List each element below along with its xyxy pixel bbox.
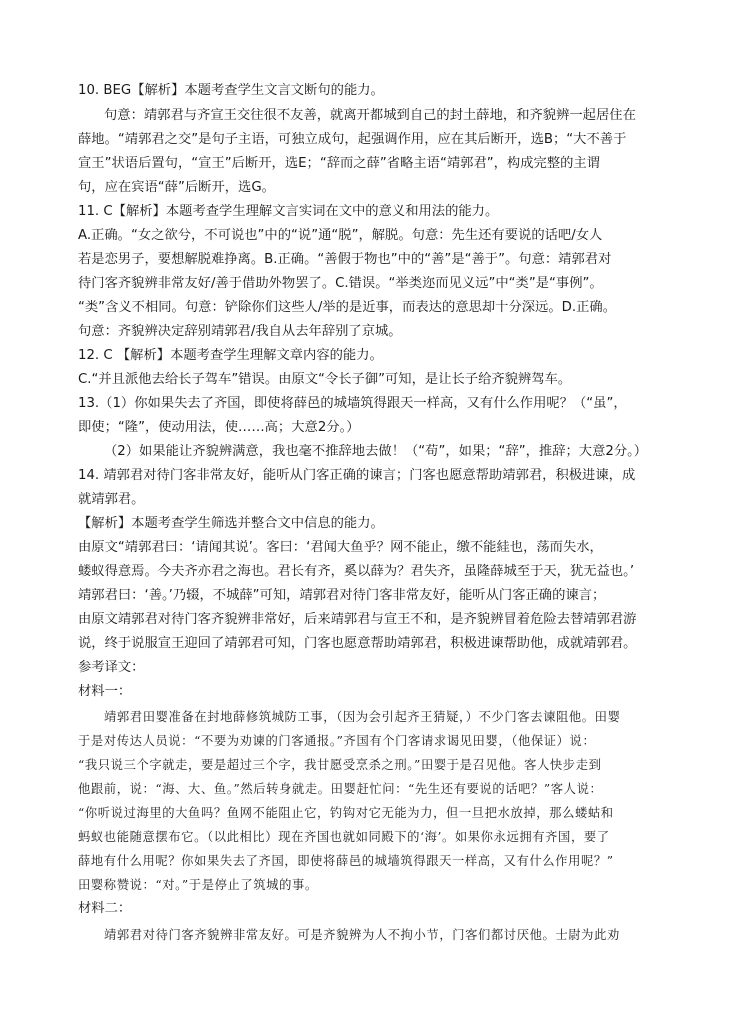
q14-answer-line: 就靖郭君。	[78, 492, 145, 507]
q12-header: 12. C 【解析】本题考查学生理解文章内容的能力。	[78, 348, 383, 363]
q11-explanation-line: A.正确。“女之欲兮，不可说也”中的“说”通“脱”，解脱。句意：先生还有要说的话吧/女人	[78, 228, 603, 243]
q14-analysis-header: 【解析】本题考查学生筛选并整合文中信息的能力。	[78, 516, 384, 531]
q12-explanation-line: C.“并且派他去给长子驾车”错误。由原文“令长子御”可知，是让长子给齐貌辨驾车。	[78, 372, 572, 387]
material-two-header: 材料二：	[78, 901, 132, 916]
q13-answer-line: （2）如果能让齐貌辨满意，我也毫不推辞地去做！（“苟”，如果；“辞”，推辞；大意2分。）	[104, 444, 648, 459]
q10-explanation-line: 句，应在宾语“薛”后断开，选G。	[78, 180, 275, 195]
translation-line: 靖郭君田婴准备在封地薛修筑城防工事，（因为会引起齐王猜疑，）不少门客去谏阻他。田婴	[104, 710, 621, 724]
q10-explanation-line: 句意：靖郭君与齐宣王交往很不友善，就离开都城到自己的封土薛地，和齐貌辨一起居住在	[104, 108, 636, 123]
material-one-header: 材料一：	[78, 684, 132, 699]
q14-analysis-line: 由原文“靖郭君曰：‘请闻其说’。客曰：‘君闻大鱼乎？网不能止，缴不能絓也，荡而失水，	[78, 540, 603, 555]
q11-explanation-line: 待门客齐貌辨非常友好/善于借助外物罢了。C.错误。“举类迩而见义远”中“类”是“事例”。	[78, 276, 603, 291]
translation-line: 靖郭君对待门客齐貌辨非常友好。可是齐貌辨为人不拘小节，门客们都讨厌他。士尉为此劝	[104, 928, 620, 942]
translation-header: 参考译文：	[78, 660, 145, 675]
q11-explanation-line: “类”含义不相同。句意：铲除你们这些人/举的是近事，而表达的意思却十分深远。D.正确。	[78, 300, 617, 315]
q13-answer-line: 即使；“隆”，使动用法，使……高；大意2分。）	[78, 420, 360, 435]
q11-explanation-line: 若是恋男子，要想解脱难挣离。B.正确。“善假于物也”中的“善”是“善于”。句意：靖郭君对	[78, 252, 612, 267]
q14-analysis-line: 靖郭君曰：‘善。’乃辍，不城薛”可知，靖郭君对待门客非常友好，能听从门客正确的谏言；	[78, 588, 606, 603]
translation-line: “我只说三个字就走，要是超过三个字，我甘愿受烹杀之刑。”田婴于是召见他。客人快步走到	[78, 758, 602, 772]
q14-analysis-line: 说，终于说服宣王迎回了靖郭君可知，门客也愿意帮助靖郭君，积极进谏帮助他，成就靖郭君。	[78, 636, 637, 651]
translation-line: 田婴称赞说：“对。”于是停止了筑城的事。	[78, 878, 318, 892]
q11-explanation-line: 句意：齐貌辨决定辞别靖郭君/我自从去年辞别了京城。	[78, 324, 402, 339]
q11-header: 11. C【解析】本题考查学生理解文言实词在文中的意义和用法的能力。	[78, 204, 499, 219]
translation-line: 他跟前，说：“海、大、鱼。”然后转身就走。田婴赶忙问：“先生还有要说的话吧？”客人说：	[78, 782, 603, 796]
translation-line: 蚂蚁也能随意摆布它。（以此相比）现在齐国也就如同殿下的‘海’。如果你永远拥有齐国，要了	[78, 830, 610, 844]
q10-explanation-line: 宣王”状语后置句，“宣王”后断开，选E；“辞而之薛”省略主语“靖郭君”，构成完整的主谓	[78, 156, 601, 171]
translation-line: 于是对传达人员说：“不要为劝谏的门客通报。”齐国有个门客请求谒见田婴，（他保证）说：	[78, 734, 596, 748]
q14-answer-line: 14. 靖郭君对待门客非常友好，能听从门客正确的谏言；门客也愿意帮助靖郭君，积极进谏，成	[78, 468, 636, 483]
q14-analysis-line: 蝼蚁得意焉。今夫齐亦君之海也。君长有齐，奚以薛为？君失齐，虽隆薛城至于天，犹无益也。’	[78, 564, 635, 579]
translation-line: “你听说过海里的大鱼吗？鱼网不能阻止它，钓钩对它无能为力，但一旦把水放掉，那么蝼蛄和	[78, 806, 614, 820]
q10-header: 10. BEG【解析】本题考查学生文言文断句的能力。	[78, 83, 384, 98]
q14-analysis-line: 由原文靖郭君对待门客齐貌辨非常好，后来靖郭君与宣王不和，是齐貌辨冒着危险去替靖郭君游	[78, 612, 637, 627]
translation-line: 薛地有什么用呢？你如果失去了齐国，即使将薛邑的城墙筑得跟天一样高，又有什么作用呢？”	[78, 854, 614, 868]
q10-explanation-line: 薛地。“靖郭君之交”是句子主语，可独立成句，起强调作用，应在其后断开，选B；“大不善于	[78, 132, 627, 147]
q13-answer-line: 13.（1）你如果失去了齐国，即使将薛邑的城墙筑得跟天一样高，又有什么作用呢？（“虽”，	[78, 396, 627, 411]
